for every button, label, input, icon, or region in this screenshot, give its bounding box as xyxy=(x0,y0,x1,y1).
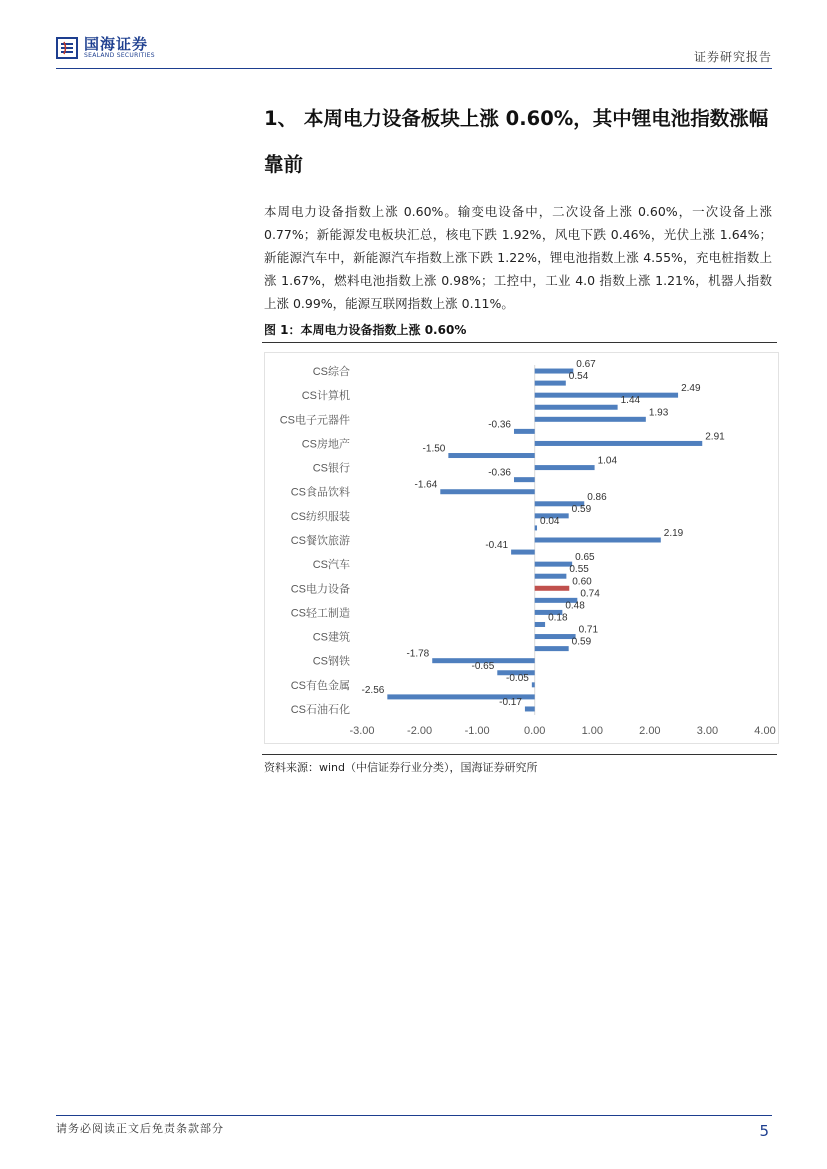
bar xyxy=(532,682,535,687)
brand-name-cn: 国海证券 xyxy=(84,35,149,53)
footer-divider xyxy=(56,1115,772,1116)
bar xyxy=(535,393,678,398)
bar xyxy=(525,706,535,711)
bar xyxy=(535,562,572,567)
brand-logo-icon xyxy=(56,37,78,59)
bar-data-label: 0.55 xyxy=(569,564,589,576)
y-tick-label: CS建筑 xyxy=(312,631,350,644)
bar xyxy=(535,525,537,530)
report-type-label: 证券研究报告 xyxy=(693,50,772,64)
bar xyxy=(535,634,576,639)
bar xyxy=(535,405,618,410)
bar-data-label: 2.19 xyxy=(663,528,684,539)
chart-container xyxy=(264,352,779,744)
y-tick-label: CS计算机 xyxy=(301,390,350,403)
section-title: 1、 本周电力设备板块上涨 0.60%，其中锂电池指数涨幅靠前 xyxy=(264,107,769,176)
bar-data-label: -0.36 xyxy=(488,419,511,431)
x-tick-label: 2.00 xyxy=(639,725,661,737)
x-tick-label: -2.00 xyxy=(407,725,433,737)
y-tick-label: CS汽车 xyxy=(312,559,350,572)
bar-data-label: -0.41 xyxy=(485,540,509,552)
y-tick-label: CS钢铁 xyxy=(312,655,350,668)
bar-data-label: -0.05 xyxy=(506,672,529,684)
body-paragraph: 本周电力设备指数上涨 0.60%。输变电设备中，二次设备上涨 0.60%，一次设备上涨 0.77%；新能源发电板块汇总，核电下跌 1.92%，风电下跌 0.46%，光伏上涨 1.64%；新能源汽车中，新能源汽车指数上涨下跌 1.22%，锂电池指数上涨 4.55%，充电桩指数上涨 1.67%，燃料电池指数上涨 0.98%；工控中，工业 4.0 指数上涨 1.21%，机器人指数上涨 0.99%，能源互联网指数上涨 0.11%。 xyxy=(264,204,772,311)
bar-data-label: 2.49 xyxy=(681,383,701,395)
bar-data-label: 0.18 xyxy=(548,612,568,624)
bar-data-label: 1.44 xyxy=(620,395,641,407)
bar xyxy=(535,381,566,386)
y-tick-label: CS石油石化 xyxy=(290,703,350,716)
bar-data-label: -1.50 xyxy=(422,443,446,455)
y-tick-label: CS纺织服装 xyxy=(290,510,350,523)
x-tick-label: 1.00 xyxy=(581,725,603,737)
bar-data-label: -0.36 xyxy=(488,467,511,479)
bar-data-label: 2.91 xyxy=(705,431,725,443)
y-tick-label: CS有色金属 xyxy=(290,679,350,692)
bar-data-label: 0.04 xyxy=(540,515,560,527)
bar xyxy=(535,465,595,470)
bar xyxy=(514,429,535,434)
bar-data-label: -1.78 xyxy=(406,648,430,660)
x-tick-label: 4.00 xyxy=(754,725,776,737)
bar-data-label: 1.93 xyxy=(648,407,669,419)
bar-data-label: 0.86 xyxy=(587,491,607,503)
header-divider xyxy=(56,68,772,69)
y-tick-label: CS电子元器件 xyxy=(279,414,350,427)
x-tick-label: -1.00 xyxy=(464,725,490,737)
y-tick-label: CS轻工制造 xyxy=(290,607,350,620)
bar xyxy=(535,538,661,543)
x-tick-label: 3.00 xyxy=(696,725,719,737)
figure-top-rule xyxy=(262,342,777,343)
bar-data-label: 0.65 xyxy=(575,552,595,564)
y-tick-label: CS综合 xyxy=(312,366,350,379)
page-number: 5 xyxy=(759,1122,769,1140)
bar-data-label: -1.64 xyxy=(414,479,438,491)
disclaimer-text: 请务必阅读正文后免责条款部分 xyxy=(56,1122,224,1135)
bar xyxy=(535,369,574,374)
bar-data-label: -2.56 xyxy=(361,684,385,696)
brand-name-en: SEALAND SECURITIES xyxy=(84,52,155,59)
y-tick-label: CS房地产 xyxy=(301,438,350,451)
brand-logo xyxy=(56,36,155,60)
bar xyxy=(535,417,646,422)
bar xyxy=(535,622,545,627)
x-tick-label: 0.00 xyxy=(524,725,546,737)
bar xyxy=(535,574,567,579)
figure-source: 资料来源：wind（中信证券行业分类），国海证券研究所 xyxy=(264,761,538,774)
bar-data-label: 0.71 xyxy=(578,624,599,636)
bar xyxy=(535,441,703,446)
bar xyxy=(535,646,569,651)
bar-data-label: 0.54 xyxy=(568,371,589,383)
figure-bottom-rule xyxy=(262,754,777,755)
bar-data-label: 0.74 xyxy=(580,588,600,600)
bar-data-label: -0.17 xyxy=(499,696,522,708)
page-header xyxy=(56,32,772,68)
bar xyxy=(535,586,570,591)
figure-caption: 图 1：本周电力设备指数上涨 0.60% xyxy=(264,323,467,337)
bar-chart xyxy=(265,353,780,745)
bar xyxy=(440,489,534,494)
y-tick-label: CS电力设备 xyxy=(290,583,350,596)
y-tick-label: CS食品饮料 xyxy=(290,486,350,499)
bar xyxy=(511,550,535,555)
bar xyxy=(514,477,535,482)
x-tick-label: -3.00 xyxy=(349,725,375,737)
bar-data-label: 0.48 xyxy=(565,600,585,612)
y-tick-label: CS餐饮旅游 xyxy=(290,535,350,547)
bar-data-label: 0.60 xyxy=(572,576,592,588)
y-tick-label: CS银行 xyxy=(312,462,350,475)
bar xyxy=(448,453,534,458)
bar-data-label: 1.04 xyxy=(597,455,618,467)
bar-data-label: 0.59 xyxy=(571,636,592,648)
bar-data-label: 0.59 xyxy=(571,503,592,515)
bar-data-label: -0.65 xyxy=(471,660,495,672)
bar-data-label: 0.67 xyxy=(576,359,596,371)
